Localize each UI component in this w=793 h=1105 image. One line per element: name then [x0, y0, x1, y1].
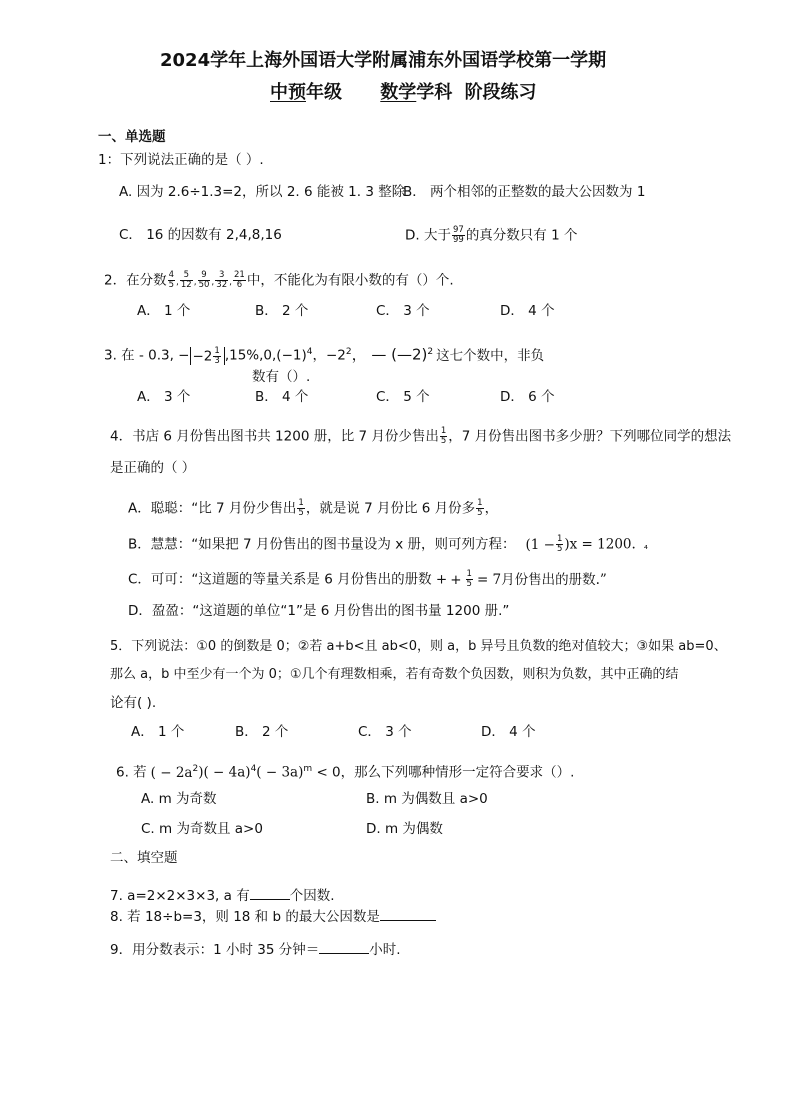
- fraction-numerator: 3: [215, 271, 228, 281]
- grade-field: 中预: [270, 82, 306, 103]
- q3-neg2: ， — (—2): [351, 345, 428, 364]
- q4-a-mid: ，就是说 7 月份比 6 月份多: [305, 500, 476, 517]
- fraction: [440, 427, 447, 446]
- q4-b-eq-pre: (1 −: [525, 536, 555, 553]
- fraction-numerator: 1: [466, 569, 472, 579]
- question-2-option-b: B． 2 个: [255, 303, 309, 319]
- q6-expr2: )( − 4a): [198, 764, 251, 781]
- q4-b-mark: ₄: [643, 540, 648, 552]
- q4-c-pre: C．可可：“这道题的等量关系是 6 月份售出的册数 +: [128, 571, 448, 588]
- fraction: [180, 271, 193, 290]
- q4-b-eq-post: )x = 1200.: [564, 536, 636, 553]
- q9-pre: 9．用分数表示：1 小时 35 分钟＝: [110, 942, 320, 958]
- fraction-numerator: 4: [168, 270, 175, 280]
- question-3-option-a: A． 3 个: [137, 389, 191, 405]
- q3-power: (−1): [276, 347, 307, 364]
- q4-a-pre: A．聪聪：“比 7 月份少售出: [128, 500, 297, 517]
- question-4-option-d: D．盈盈：“这道题的单位“1”是 6 月份售出的图书量 1200 册.”: [128, 603, 510, 619]
- q4-stem1: 4．书店 6 月份售出图书共 1200 册，比 7 月份少售出: [110, 428, 439, 445]
- q2-pre: 2．在分数: [104, 272, 167, 289]
- question-3-option-d: D． 6 个: [500, 389, 555, 405]
- fraction-numerator: 1: [477, 498, 483, 508]
- q6-exp3: m: [303, 764, 313, 774]
- fraction: [198, 271, 211, 290]
- answer-blank[interactable]: [250, 899, 290, 900]
- question-6-option-a: A. m 为奇数: [141, 791, 217, 807]
- question-5-option-a: A． 1 个: [131, 724, 185, 740]
- q6-expr4: < 0，那么下列哪种情形一定符合要求（）.: [312, 764, 575, 781]
- subject-suffix: 学科: [416, 82, 453, 103]
- page-title: 2024学年上海外国语大学附属浦东外国语学校第一学期: [160, 50, 607, 71]
- fraction: [556, 535, 563, 554]
- question-4-stem-line2: 是正确的（ ）: [110, 460, 196, 476]
- fraction-numerator: 1: [214, 345, 220, 356]
- exam-name: 阶段练习: [464, 82, 537, 103]
- question-5-stem-line3: 论有( ).: [110, 695, 157, 711]
- q4-c-mid: +: [450, 571, 462, 588]
- q7-pre: 7. a=2×2×3×3, a 有: [110, 888, 250, 904]
- question-5-option-c: C． 3 个: [358, 724, 412, 740]
- question-8: [110, 908, 436, 926]
- fraction: [215, 271, 228, 290]
- fraction: [452, 226, 465, 245]
- fraction-denominator: 12: [180, 280, 192, 290]
- fraction-denominator: 5: [466, 579, 472, 589]
- question-6-stem: [116, 760, 574, 782]
- question-1-option-a: A. 因为 2.6÷1.3=2，所以 2. 6 能被 1. 3 整除: [119, 184, 406, 200]
- fraction-numerator: 1: [440, 426, 447, 436]
- q4-stem1-post: ，7 月份售出图书多少册？下列哪位同学的想法: [448, 428, 732, 445]
- q6-exp2: 4: [250, 764, 257, 774]
- question-5-option-d: D． 4 个: [481, 724, 536, 740]
- fraction: [297, 499, 304, 518]
- fraction-denominator: 99: [452, 235, 464, 245]
- q3-mid: ,15%,0,: [224, 347, 277, 364]
- q3-pre: 3. 在 - 0.3, −: [104, 347, 190, 364]
- absolute-value: [190, 347, 225, 365]
- question-5-stem: 5．下列说法：①0 的倒数是 0；②若 a+b<且 ab<0，则 a，b 异号且负数的绝对值较大；③如果 ab=0、: [110, 639, 727, 654]
- q6-exp1: 2: [192, 764, 199, 774]
- q3-neg2-exp: 2: [427, 347, 434, 357]
- question-6-option-b: B. m 为偶数且 a>0: [366, 791, 488, 807]
- question-4-option-a: [128, 499, 498, 518]
- answer-blank[interactable]: [380, 920, 436, 921]
- question-9: [110, 941, 401, 959]
- grade-suffix: 年级: [306, 82, 342, 103]
- question-1-option-d: [405, 226, 577, 245]
- question-2-option-a: A． 1 个: [137, 303, 191, 319]
- fraction: [466, 570, 473, 589]
- answer-blank[interactable]: [319, 953, 369, 954]
- q3-neg: ，−2: [312, 347, 346, 364]
- section-single-choice: 一、单选题: [98, 129, 166, 145]
- q6-pre: 6. 若: [116, 764, 147, 781]
- question-3-option-c: C． 5 个: [376, 389, 430, 405]
- fraction: [213, 347, 220, 366]
- q9-post: 小时.: [369, 942, 401, 958]
- fraction-numerator: 9: [198, 271, 211, 281]
- q6-expr3: ( − 3a): [256, 764, 304, 781]
- question-4-option-b: [128, 535, 648, 556]
- fraction-numerator: 97: [452, 225, 464, 235]
- q4-b-pre: B．慧慧：“如果把 7 月份售出的图书量设为 x 册，则可列方程：: [128, 536, 516, 553]
- fraction-denominator: 5: [477, 508, 483, 518]
- question-3-option-b: B． 4 个: [255, 389, 309, 405]
- question-1-option-b: B． 两个相邻的正整数的最大公因数为 1: [403, 184, 646, 200]
- fraction: [168, 271, 175, 290]
- question-2-option-c: C． 3 个: [376, 303, 430, 319]
- question-5-stem-line2: 那么 a，b 中至少有一个为 0；①几个有理数相乘，若有奇数个负因数，则积为负数，其中正确的结: [110, 667, 679, 682]
- fraction-denominator: 3: [214, 355, 220, 366]
- q4-a-post: ，: [484, 500, 499, 517]
- question-2-option-d: D． 4 个: [500, 303, 555, 319]
- q1-d-pre: D. 大于: [405, 227, 451, 244]
- fraction-denominator: 5: [168, 280, 175, 290]
- fraction-denominator: 5: [556, 544, 563, 554]
- fraction-denominator: 5: [298, 508, 304, 518]
- question-3-stem: [104, 343, 544, 365]
- question-1-stem: 1：下列说法正确的是（ ）.: [98, 152, 264, 168]
- section-fill-in: 二、填空题: [110, 850, 178, 866]
- fraction-denominator: 50: [198, 280, 210, 290]
- question-5-option-b: B． 2 个: [235, 724, 289, 740]
- q3-post: 这七个数中，非负: [436, 347, 545, 364]
- question-6-option-d: D. m 为偶数: [366, 821, 443, 837]
- q4-c-post: = 7月份售出的册数.”: [476, 571, 607, 588]
- q2-post: 中，不能化为有限小数的有（）个.: [246, 272, 454, 289]
- q3-power-exp: 4: [306, 347, 313, 357]
- q6-expr: ( − 2a: [150, 764, 193, 781]
- fraction: [233, 271, 246, 290]
- exam-subtitle: [248, 84, 537, 102]
- question-6-option-c: C. m 为奇数且 a>0: [141, 821, 263, 837]
- question-4-option-c: [128, 570, 607, 589]
- fraction-numerator: 1: [298, 498, 304, 508]
- fraction-denominator: 5: [440, 436, 447, 446]
- q3-neg-exp: 2: [345, 347, 352, 357]
- question-7: [110, 887, 335, 905]
- fraction-denominator: 32: [216, 280, 228, 290]
- fraction-numerator: 21: [234, 270, 245, 280]
- question-3-stem-line2: 数有（）.: [252, 369, 311, 385]
- question-4-stem: [110, 427, 731, 446]
- subject-field: 数学: [380, 82, 417, 103]
- fraction-numerator: 1: [556, 534, 563, 544]
- fraction: [476, 499, 483, 518]
- q7-post: 个因数.: [289, 888, 335, 904]
- q1-d-post: 的真分数只有 1 个: [465, 227, 578, 244]
- question-2-stem: 2．在分数 $\frac{4}{5}$ , $\frac{5}{12}$ , $\frac{9}{50}$ , $\frac{3}{32}$ , $\frac{21}{6}$ 中，不能化为有限小数的有（）个.: [104, 270, 454, 290]
- q8-pre: 8. 若 18÷b=3，则 18 和 b 的最大公因数是: [110, 909, 380, 925]
- fraction-numerator: 5: [180, 271, 193, 281]
- abs-int: −2: [192, 348, 213, 364]
- question-1-option-c: C． 16 的因数有 2,4,8,16: [119, 227, 282, 243]
- fraction-denominator: 6: [236, 280, 243, 290]
